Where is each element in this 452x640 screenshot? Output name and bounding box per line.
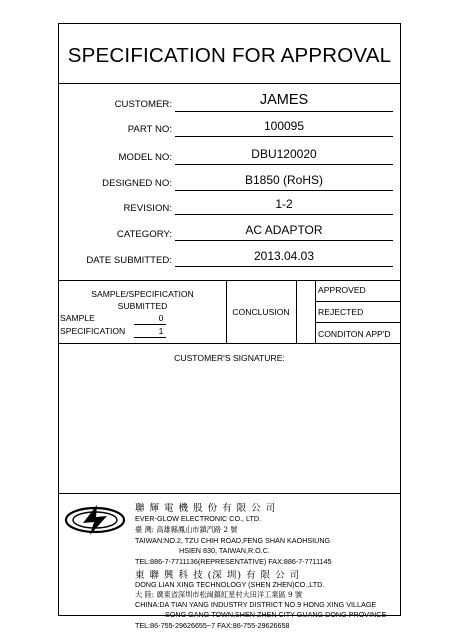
taiwan-tel-fax: TEL:886-7-7711136(REPRESENTATIVE) FAX:886-7-7711145 [135,557,332,566]
revision-value: 1-2 [275,197,293,211]
customer-label: CUSTOMER: [114,99,172,110]
table-divider-2 [296,280,297,343]
designed-no-label: DESIGNED NO: [102,178,172,189]
table-divider-3 [315,280,316,343]
model-no-value: DBU120020 [251,147,317,161]
conditional-approval-option: CONDITON APP'D [318,329,391,339]
date-submitted-value: 2013.04.03 [253,249,315,263]
sample-heading-line2: SUBMITTED [117,301,168,311]
title-divider [59,83,400,84]
category-value: AC ADAPTOR [245,223,323,237]
part-no-value: 100095 [263,119,305,133]
rejected-row-line [315,322,400,323]
china-tel-fax: TEL:86-755-29626655~7 FAX:86-755-29626658 [135,621,290,630]
designed-no-underline [175,190,393,191]
date-submitted-label: DATE SUBMITTED: [86,255,172,266]
company-name-chinese: 聯 輝 電 機 股 份 有 限 公 司 [135,503,277,514]
model-no-label: MODEL NO: [118,152,172,163]
document-title: SPECIFICATION FOR APPROVAL [67,44,392,67]
part-no-label: PART NO: [127,124,172,135]
specification-value: 1 [158,326,164,336]
date-submitted-underline [175,266,393,267]
china-address-chinese: 大 陸: 廣東省深圳市松崗鎮紅星村大田洋工業區 9 號 [135,590,303,599]
customer-signature-label: CUSTOMER'S SIGNATURE: [174,353,285,363]
customer-value: JAMES [259,92,309,108]
sample-value: 0 [158,313,164,323]
sample-label: SAMPLE [60,313,95,323]
table-top-border [59,280,400,281]
taiwan-address-line1: TAIWAN:NO.2, TZU CHIH ROAD,FENG SHAN KAOHSIUNG [135,536,331,545]
category-underline [175,240,393,241]
document-frame [58,23,401,630]
company-logo-icon [63,504,127,536]
sample-value-underline [134,324,166,325]
taiwan-address-line2: HSIEN 830, TAIWAN,R.O.C. [179,546,270,555]
taiwan-address-chinese: 臺 灣: 高雄縣鳳山市鎮汽路 2 號 [135,525,238,534]
revision-underline [175,214,393,215]
china-address-line2: SONG GANG TOWN,SHEN ZHEN CITY GUANG DONG PROVINCE [165,610,387,619]
model-no-underline [175,164,393,165]
china-company-name-english: DONG LIAN XING TECHNOLOGY (SHEN ZHEN)CO.,LTD. [135,580,325,589]
conclusion-label: CONCLUSION [232,307,290,317]
specification-label: SPECIFICATION [60,326,126,336]
table-bottom-border [59,343,400,344]
part-no-underline [175,136,393,137]
designed-no-value: B1850 (RoHS) [244,173,324,187]
rejected-option: REJECTED [318,307,364,317]
company-divider [59,493,400,494]
specification-value-underline [134,337,166,338]
approved-option: APPROVED [318,285,366,295]
china-address-line1: CHINA:DA TIAN YANG INDUSTRY DISTRICT NO.9 HONG XING VILLAGE [135,600,377,609]
sample-heading-line1: SAMPLE/SPECIFICATION [91,289,194,299]
customer-underline [175,111,393,112]
china-company-name-chinese: 東 聯 興 科 技 (深 圳) 有 限 公 司 [135,570,301,581]
company-name-english: EVER-GLOW ELECTRONIC CO., LTD. [135,514,262,523]
approved-row-line [315,301,400,302]
revision-label: REVISION: [123,203,172,214]
category-label: CATEGORY: [116,229,172,240]
